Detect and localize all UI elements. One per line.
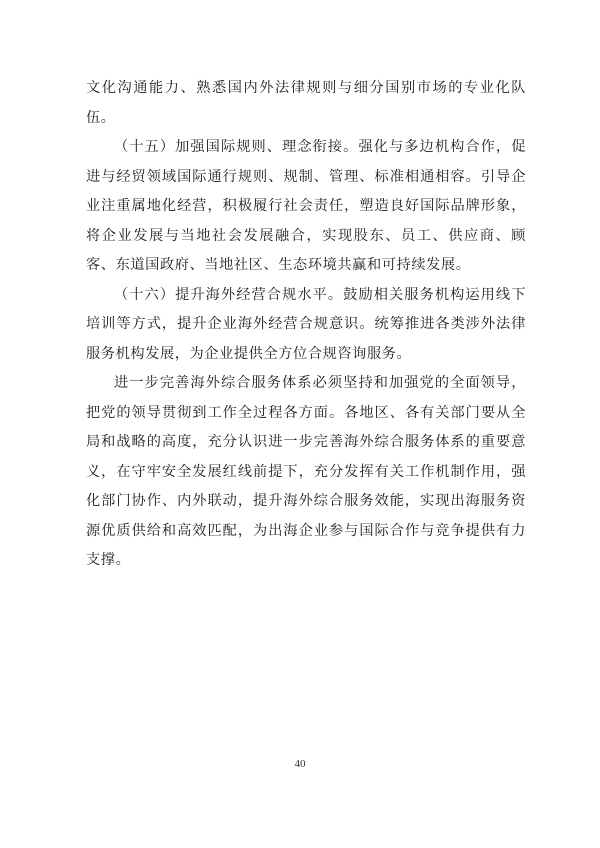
page-number: 40 xyxy=(294,758,306,770)
body-text xyxy=(86,74,526,576)
paragraph-continued: 文化沟通能力、熟悉国内外法律规则与细分国别市场的专业化队伍。 xyxy=(86,80,526,126)
paragraph-conclusion: 进一步完善海外综合服务体系必须坚持和加强党的全面领导，把党的领导贯彻到工作全过程各方面。各地区、各有关部门要从全局和战略的高度，充分认识进一步完善海外综合服务体系的重要意义，在守牢安全发展红线前提下，充分发挥有关工作机制作用，强化部门协作、内外联动，提升海外综合服务效能，实现出海服务资源优质供给和高效匹配，为出海企业参与国际合作与竞争提供有力支撑。 xyxy=(86,375,526,568)
paragraph-item-15: （十五）加强国际规则、理念衔接。强化与多边机构合作，促进与经贸领域国际通行规则、规制、管理、标准相通相容。引导企业注重属地化经营，积极履行社会责任，塑造良好国际品牌形象，将企业发展与当地社会发展融合，实现股东、员工、供应商、顾客、东道国政府、当地社区、生态环境共赢和可持续发展。 xyxy=(86,139,526,273)
paragraph-item-16: （十六）提升海外经营合规水平。鼓励相关服务机构运用线下培训等方式，提升企业海外经营合规意识。统筹推进各类涉外法律服务机构发展，为企业提供全方位合规咨询服务。 xyxy=(86,286,526,362)
